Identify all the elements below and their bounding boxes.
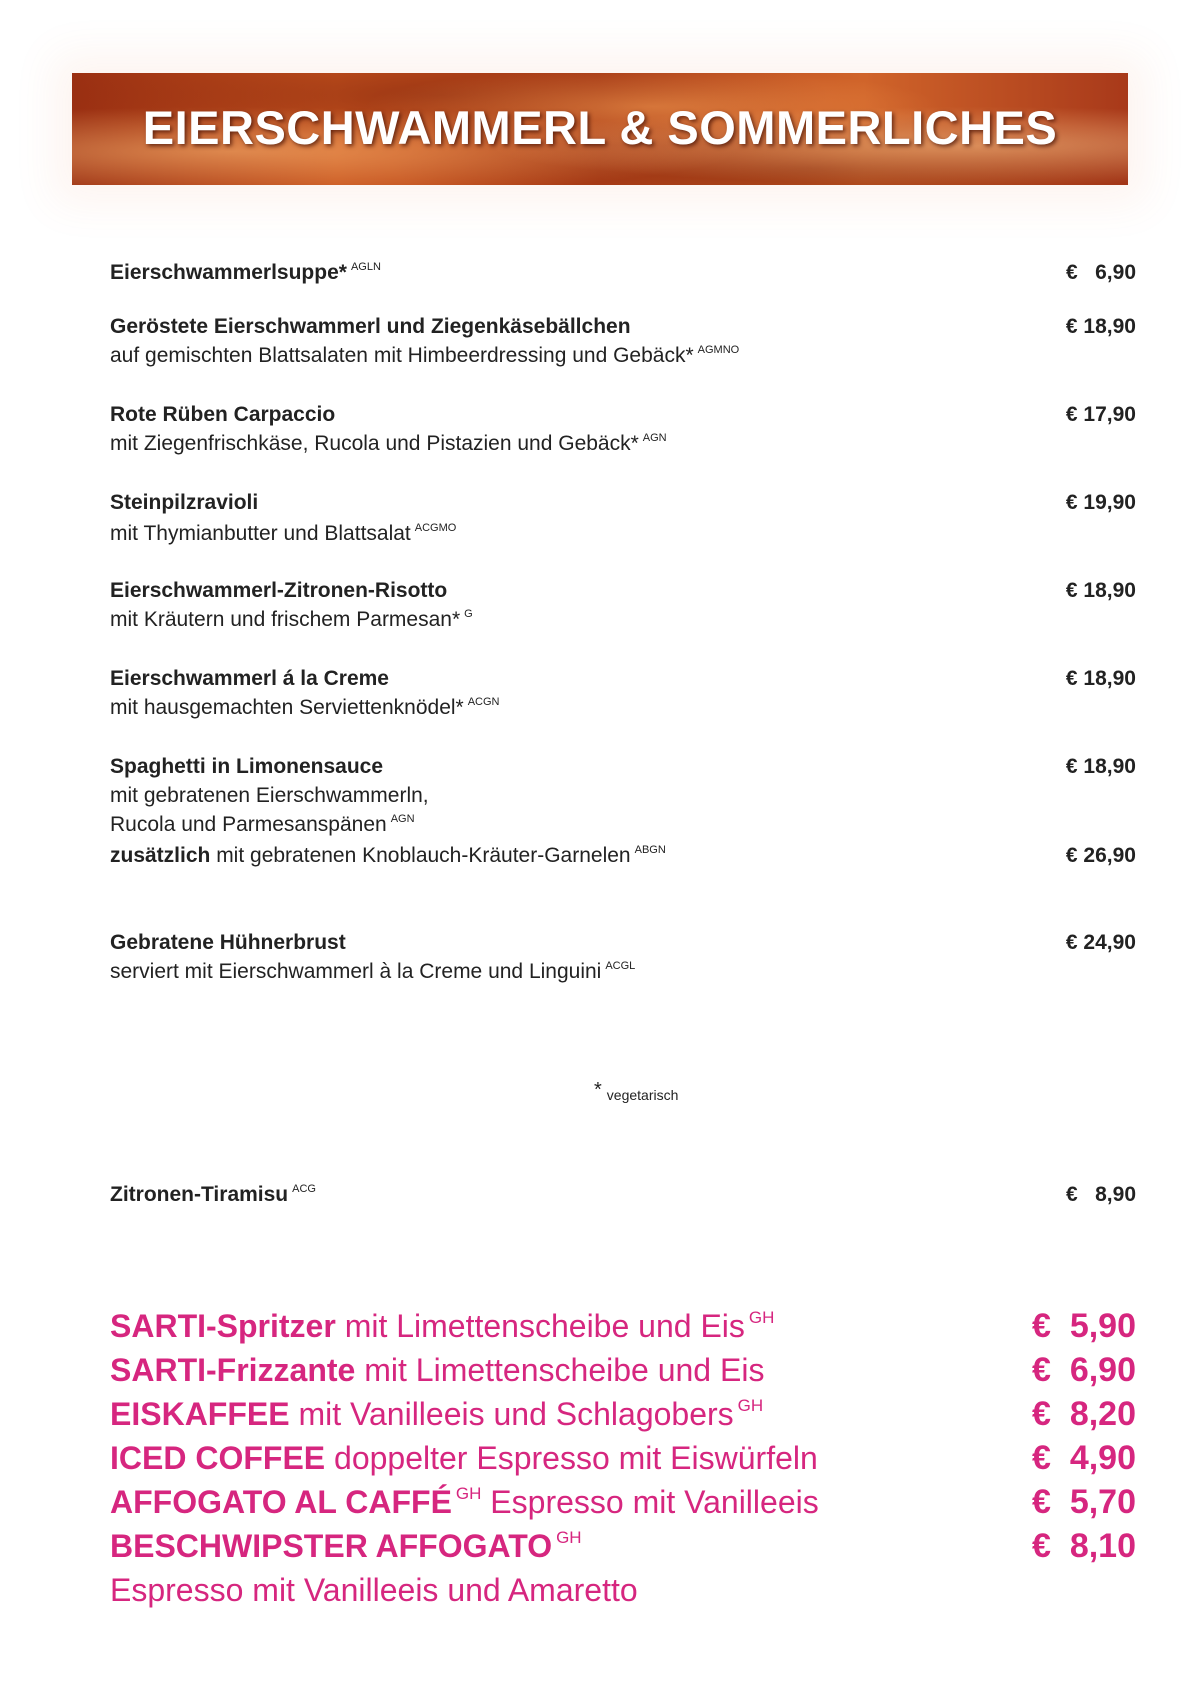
menu-item bbox=[110, 312, 1136, 370]
item-name: Eierschwammerl á la Creme bbox=[110, 667, 389, 690]
item-price: € 19,90 bbox=[1065, 491, 1136, 514]
item-name: Gebratene Hühnerbrust bbox=[110, 931, 346, 954]
item-allergens: ACG bbox=[292, 1183, 316, 1195]
drink-allergens: GH bbox=[556, 1528, 582, 1547]
drink-row bbox=[110, 1568, 1136, 1612]
item-price: € 24,90 bbox=[1065, 931, 1136, 954]
item-name: Eierschwammerlsuppe* bbox=[110, 261, 347, 284]
item-price: € 17,90 bbox=[1065, 403, 1136, 426]
item-name: Spaghetti in Limonensauce bbox=[110, 755, 384, 778]
item-allergens: ACGL bbox=[605, 960, 636, 972]
drink-row bbox=[110, 1436, 1136, 1480]
item-name: Eierschwammerl-Zitronen-Risotto bbox=[110, 579, 448, 602]
drink-name: BESCHWIPSTER AFFOGATO bbox=[110, 1528, 553, 1564]
menu-item bbox=[110, 258, 1136, 287]
extra-description: mit gebratenen Knoblauch-Kräuter-Garnelen bbox=[210, 844, 631, 867]
drink-price: € 4,90 bbox=[1032, 1439, 1136, 1477]
menu-item bbox=[110, 752, 1136, 870]
drink-name: ICED COFFEE bbox=[110, 1440, 326, 1476]
item-name: Geröstete Eierschwammerl und Ziegenkäsebällchen bbox=[110, 315, 631, 338]
drink-description: mit Limettenscheibe und Eis bbox=[355, 1352, 765, 1388]
drink-price: € 8,10 bbox=[1032, 1527, 1136, 1565]
item-price: € 18,90 bbox=[1065, 579, 1136, 602]
item-description: mit gebratenen Eierschwammerln, bbox=[110, 784, 429, 807]
drink-row bbox=[110, 1480, 1136, 1524]
item-description: Rucola und Parmesanspänen bbox=[110, 813, 387, 836]
extra-label: zusätzlich bbox=[110, 844, 211, 867]
menu-item bbox=[110, 928, 1136, 986]
drink-price: € 6,90 bbox=[1032, 1351, 1136, 1389]
drink-name: SARTI-Spritzer bbox=[110, 1308, 336, 1344]
footnote-star: * bbox=[594, 1079, 602, 1101]
menu-item bbox=[110, 664, 1136, 722]
footnote-text: vegetarisch bbox=[606, 1087, 679, 1103]
item-allergens: AGN bbox=[390, 813, 415, 825]
drink-price: € 8,20 bbox=[1032, 1395, 1136, 1433]
item-price: € 6,90 bbox=[1065, 261, 1136, 284]
item-description: mit Ziegenfrischkäse, Rucola und Pistazien und Gebäck* bbox=[110, 432, 639, 455]
drink-allergens: GH bbox=[737, 1396, 764, 1415]
item-allergens: AGN bbox=[642, 432, 667, 444]
drink-allergens: GH bbox=[748, 1308, 775, 1327]
item-allergens: ACGN bbox=[467, 696, 500, 708]
menu-item bbox=[110, 488, 1136, 548]
item-description: serviert mit Eierschwammerl à la Creme und Linguini bbox=[110, 960, 602, 983]
item-name: Steinpilzravioli bbox=[110, 491, 259, 514]
drink-description: doppelter Espresso mit Eiswürfeln bbox=[325, 1440, 818, 1476]
dessert-item bbox=[110, 1180, 1136, 1209]
drink-name: EISKAFFEE bbox=[110, 1396, 290, 1432]
drink-row bbox=[110, 1392, 1136, 1436]
page-title: EIERSCHWAMMERL & SOMMERLICHES bbox=[142, 101, 1058, 154]
drink-allergens: GH bbox=[455, 1484, 482, 1503]
item-allergens: AGLN bbox=[350, 261, 381, 273]
drink-description: Espresso mit Vanilleeis und Amaretto bbox=[110, 1572, 638, 1608]
drink-description: mit Vanilleeis und Schlagobers bbox=[289, 1396, 734, 1432]
menu-item bbox=[110, 400, 1136, 458]
vegetarian-footnote bbox=[594, 1079, 679, 1106]
drink-row bbox=[110, 1524, 1136, 1568]
drink-description: mit Limettenscheibe und Eis bbox=[335, 1308, 745, 1344]
drink-row bbox=[110, 1304, 1136, 1348]
drinks-menu bbox=[110, 1304, 1136, 1612]
header-banner bbox=[72, 73, 1128, 185]
drink-price: € 5,90 bbox=[1032, 1307, 1136, 1345]
drink-description: Espresso mit Vanilleeis bbox=[481, 1484, 819, 1520]
item-description: auf gemischten Blattsalaten mit Himbeerdressing und Gebäck* bbox=[110, 344, 694, 367]
drink-price: € 5,70 bbox=[1032, 1483, 1136, 1521]
extra-allergens: ABGN bbox=[634, 844, 666, 856]
extra-price: € 26,90 bbox=[1065, 844, 1136, 867]
item-allergens: ACGMO bbox=[414, 522, 457, 534]
menu-item bbox=[110, 576, 1136, 634]
drink-name: AFFOGATO AL CAFFÉ bbox=[110, 1484, 452, 1520]
drink-row bbox=[110, 1348, 1136, 1392]
item-description: mit Thymianbutter und Blattsalat bbox=[110, 522, 411, 545]
item-price: € 18,90 bbox=[1065, 667, 1136, 690]
item-name: Zitronen-Tiramisu bbox=[110, 1183, 289, 1206]
item-description: mit hausgemachten Serviettenknödel* bbox=[110, 696, 464, 719]
item-price: € 18,90 bbox=[1065, 315, 1136, 338]
item-price: € 8,90 bbox=[1065, 1183, 1136, 1206]
item-allergens: AGMNO bbox=[697, 344, 740, 356]
item-allergens: G bbox=[464, 608, 473, 620]
item-name: Rote Rüben Carpaccio bbox=[110, 403, 336, 426]
item-price: € 18,90 bbox=[1065, 755, 1136, 778]
item-description: mit Kräutern und frischem Parmesan* bbox=[110, 608, 461, 631]
drink-name: SARTI-Frizzante bbox=[110, 1352, 356, 1388]
